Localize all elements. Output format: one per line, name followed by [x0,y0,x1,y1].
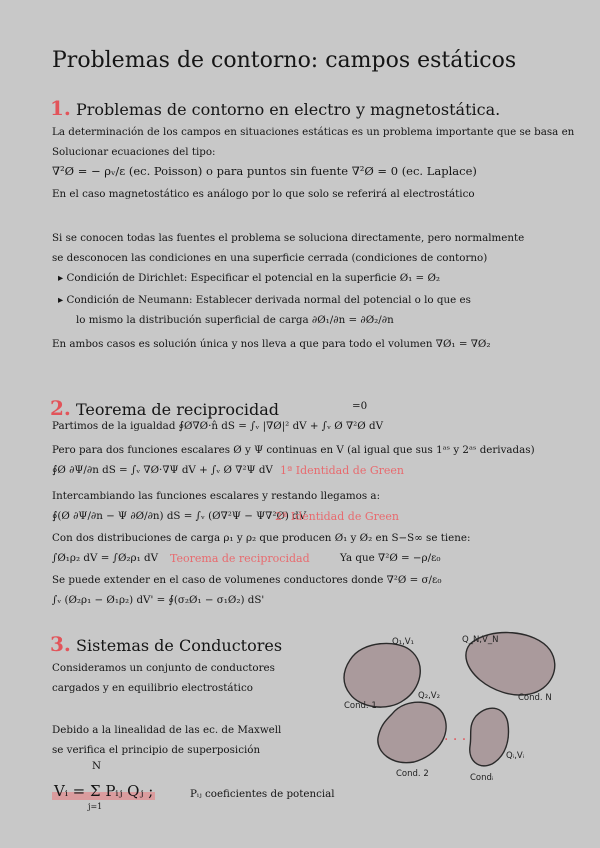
section-title: Teorema de reciprocidad [75,400,280,419]
equation: ∫Ø₁ρ₂ dV = ∫Ø₂ρ₁ dV [52,552,159,564]
green-identity-1: 1ª Identidad de Green [280,464,404,477]
section-number: 1. [50,96,71,120]
page-title: Problemas de contorno: campos estáticos [52,48,517,73]
overbrace-label: =0 [352,400,368,412]
label-cond-2: Cond. 2 [396,769,429,779]
label-cond-1: Cond. 1 [344,701,377,711]
equation-highlight: Vᵢ = Σ Pᵢⱼ Qⱼ ; [54,782,154,800]
bullet-dirichlet: ▸ Condición de Dirichlet: Especificar el potencial en la superficie Ø₁ = Ø₂ [58,272,441,284]
section-number: 2. [50,396,71,420]
bullet-neumann: ▸ Condición de Neumann: Establecer derivada normal del potencial o lo que es [58,294,471,306]
equation: ∫ᵥ (Ø₂ρ₁ − Ø₁ρ₂) dV' = ∮(σ₂Ø₁ − σ₁Ø₂) dS' [52,594,265,606]
sum-lower-limit: j=1 [88,802,103,811]
section-number: 3. [50,632,71,656]
text-line: Ya que ∇²Ø = −ρ/ε₀ [340,552,441,564]
conductor-2-shape [378,702,446,763]
label-qn-vn: Q_N,V_N [462,635,499,645]
label-q1-v1: Q₁,V₁ [392,637,415,647]
text-line: La determinación de los campos en situaciones estáticas es un problema importante que se basa en [52,126,575,138]
text-line: Partimos de la igualdad ∮Ø∇Ø·n̂ dS = ∫ᵥ |∇Ø|² dV + ∫ᵥ Ø ∇²Ø dV [52,420,384,432]
section-title: Problemas de contorno en electro y magnetostática. [75,100,501,119]
text-line: Consideramos un conjunto de conductores [52,662,275,674]
label-cond-i: Condᵢ [470,773,494,783]
text-line: Intercambiando las funciones escalares y restando llegamos a: [52,490,381,502]
equation: ∮(Ø ∂Ψ/∂n − Ψ ∂Ø/∂n) dS = ∫ᵥ (Ø∇²Ψ − Ψ∇²Ø) dV [52,510,307,522]
text-line: Debido a la linealidad de las ec. de Maxwell [52,724,282,736]
equation: ∇²Ø = − ρᵥ/ε (ec. Poisson) o para puntos sin fuente ∇²Ø = 0 (ec. Laplace) [52,164,477,178]
label-qi-vi: Qᵢ,Vᵢ [506,751,525,761]
text-line: se verifica el principio de superposición [52,744,261,756]
text-line: cargados y en equilibrio electrostático [52,682,253,694]
ellipsis-dots: · · · [444,732,467,748]
text-line: En el caso magnetostático es análogo por lo que solo se referirá al electrostático [52,188,475,200]
section-title: Sistemas de Conductores [75,636,283,655]
text-line: lo mismo la distribución superficial de carga ∂Ø₁/∂n = ∂Ø₂/∂n [76,314,394,326]
text-line: Se puede extender en el caso de volumenes conductores donde ∇²Ø = σ/ε₀ [52,574,442,586]
reciprocity-theorem: Teorema de reciprocidad [170,552,310,565]
text-line: se desconocen las condiciones en una superficie cerrada (condiciones de contorno) [52,252,488,264]
label-q2-v2: Q₂,V₂ [418,691,441,701]
green-identity-2: 2ª Identidad de Green [275,510,399,523]
conductor-1-shape [344,643,420,707]
text-line: Pᵢⱼ coeficientes de potencial [190,788,335,800]
sum-upper-limit: N [92,760,102,772]
text-line: Pero para dos funciones escalares Ø y Ψ continuas en V (al igual que sus 1ᵃˢ y 2ᵃˢ derivadas) [52,444,535,456]
label-cond-n: Cond. N [518,693,552,703]
conductor-i-shape [470,708,509,766]
text-line: Solucionar ecuaciones del tipo: [52,146,216,158]
equation: ∮Ø ∂Ψ/∂n dS = ∫ᵥ ∇Ø·∇Ψ dV + ∫ᵥ Ø ∇²Ψ dV [52,464,273,476]
text-line: Si se conocen todas las fuentes el problema se soluciona directamente, pero normalmente [52,232,525,244]
text-line: En ambos casos es solución única y nos lleva a que para todo el volumen ∇Ø₁ = ∇Ø₂ [52,338,491,350]
text-line: Con dos distribuciones de carga ρ₁ y ρ₂ que producen Ø₁ y Ø₂ en S−S∞ se tiene: [52,532,471,544]
